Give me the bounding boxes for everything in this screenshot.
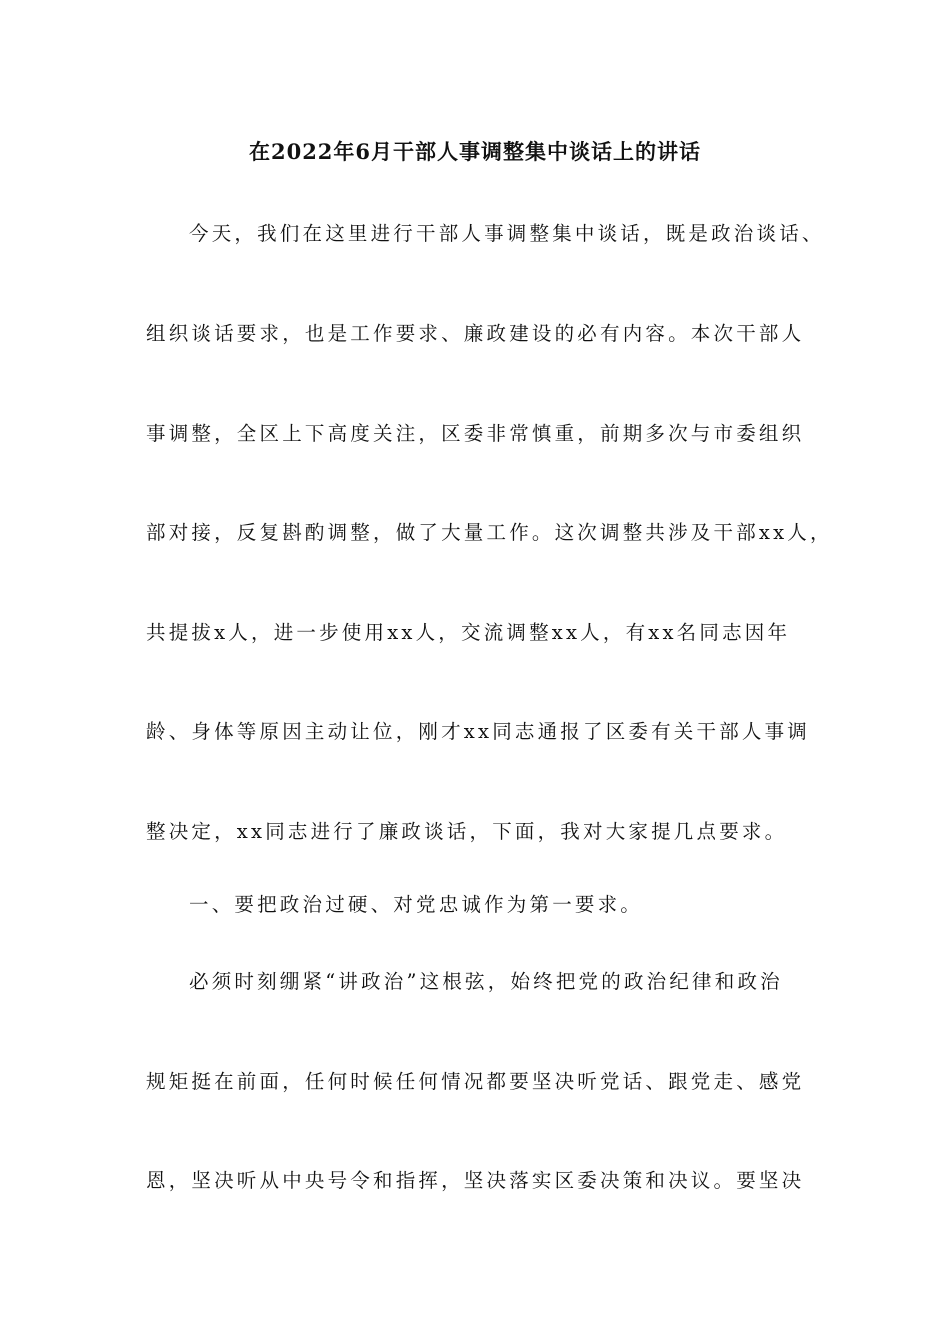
paragraph-3-line-2: 规矩挺在前面，任何时候任何情况都要坚决听党话、跟党走、感党 (146, 1070, 805, 1093)
paragraph-1-line-5: 共提拔x人，进一步使用xx人，交流调整xx人，有xx名同志因年 (146, 621, 791, 644)
paragraph-1-line-1: 今天，我们在这里进行干部人事调整集中谈话，既是政治谈话、 (189, 222, 825, 245)
paragraph-1-line-2: 组织谈话要求，也是工作要求、廉政建设的必有内容。本次干部人 (146, 322, 805, 345)
paragraph-1-line-4: 部对接，反复斟酌调整，做了大量工作。这次调整共涉及干部xx人， (146, 521, 833, 544)
paragraph-3-line-3: 恩，坚决听从中央号令和指挥，坚决落实区委决策和决议。要坚决 (146, 1169, 805, 1192)
paragraph-1-line-6: 龄、身体等原因主动让位，刚才xx同志通报了区委有关干部人事调 (146, 720, 810, 743)
paragraph-1-line-7: 整决定，xx同志进行了廉政谈话，下面，我对大家提几点要求。 (146, 820, 788, 843)
section-heading-1: 一、要把政治过硬、对党忠诚作为第一要求。 (189, 893, 644, 916)
paragraph-1-line-3: 事调整，全区上下高度关注，区委非常慎重，前期多次与市委组织 (146, 422, 805, 445)
document-title: 在2022年6月干部人事调整集中谈话上的讲话 (248, 139, 702, 164)
paragraph-3-line-1: 必须时刻绷紧“讲政治”这根弦，始终把党的政治纪律和政治 (189, 970, 783, 993)
